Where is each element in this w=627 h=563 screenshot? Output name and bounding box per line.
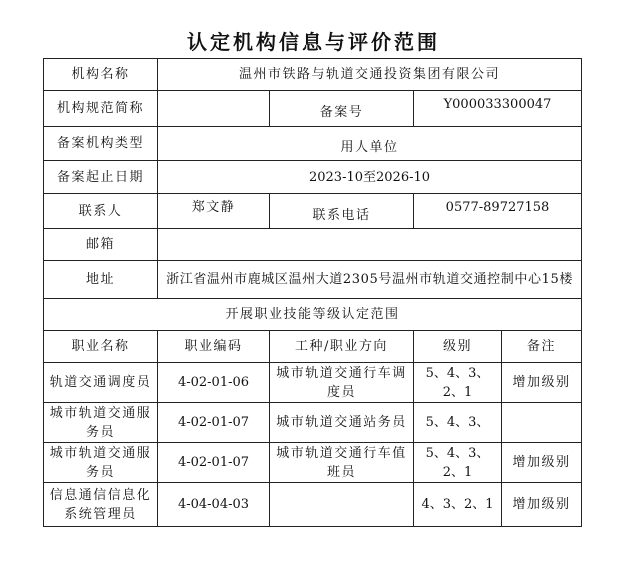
row-address [44,261,582,299]
scope-header-row [44,331,582,363]
header-note: 备注 [502,331,582,363]
occupation-note [502,403,582,443]
phone-value: 0577-89727158 [414,194,582,229]
org-name-label: 机构名称 [44,59,158,91]
row-contact [44,194,582,229]
table-row [44,363,582,403]
row-scope-title [44,299,582,331]
short-name-label: 机构规范简称 [44,91,158,127]
header-levels: 级别 [414,331,502,363]
header-direction: 工种/职业方向 [270,331,414,363]
occupation-levels: 4、3、2、1 [414,483,502,527]
row-org-name [44,59,582,91]
occupation-levels: 5、4、3、2、1 [414,443,502,483]
occupation-name: 城市轨道交通服务员 [44,443,158,483]
table-row [44,483,582,527]
period-value: 2023-10至2026-10 [158,161,582,194]
header-occupation-name: 职业名称 [44,331,158,363]
email-value [158,229,582,261]
occupation-note: 增加级别 [502,443,582,483]
occupation-direction: 城市轨道交通站务员 [270,403,414,443]
org-type-label: 备案机构类型 [44,127,158,161]
contact-value: 郑文静 [158,194,270,229]
period-label: 备案起止日期 [44,161,158,194]
org-type-value: 用人单位 [158,127,582,161]
table-row [44,443,582,483]
occupation-direction: 城市轨道交通行车值班员 [270,443,414,483]
occupation-name: 轨道交通调度员 [44,363,158,403]
occupation-levels: 5、4、3、 [414,403,502,443]
occupation-note: 增加级别 [502,483,582,527]
table-row [44,403,582,443]
row-org-type [44,127,582,161]
occupation-name: 城市轨道交通服务员 [44,403,158,443]
scope-title: 开展职业技能等级认定范围 [44,299,582,331]
page-title: 认定机构信息与评价范围 [187,30,440,54]
occupation-direction: 城市轨道交通行车调度员 [270,363,414,403]
occupation-direction [270,483,414,527]
contact-label: 联系人 [44,194,158,229]
header-occupation-code: 职业编码 [158,331,270,363]
org-name-value: 温州市铁路与轨道交通投资集团有限公司 [158,59,582,91]
address-label: 地址 [44,261,158,299]
occupation-name: 信息通信信息化系统管理员 [44,483,158,527]
row-short-name [44,91,582,127]
row-period [44,161,582,194]
occupation-code: 4-02-01-07 [158,443,270,483]
phone-label: 联系电话 [270,194,414,229]
short-name-value [158,91,270,127]
email-label: 邮箱 [44,229,158,261]
record-no-value: Y000033300047 [414,91,582,127]
row-email [44,229,582,261]
occupation-levels: 5、4、3、2、1 [414,363,502,403]
org-info-table [43,58,582,527]
address-value: 浙江省温州市鹿城区温州大道2305号温州市轨道交通控制中心15楼 [158,261,582,299]
occupation-code: 4-04-04-03 [158,483,270,527]
occupation-code: 4-02-01-07 [158,403,270,443]
record-no-label: 备案号 [270,91,414,127]
occupation-code: 4-02-01-06 [158,363,270,403]
occupation-note: 增加级别 [502,363,582,403]
